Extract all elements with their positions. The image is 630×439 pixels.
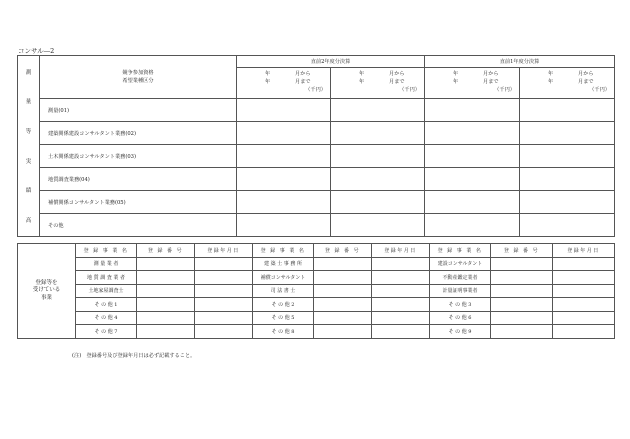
reg-number-cell[interactable] (137, 311, 195, 325)
reg-date-cell[interactable] (553, 311, 615, 325)
range-cell: 年 月から 年 月まで （千円） (520, 68, 615, 99)
reg-date-cell[interactable] (553, 284, 615, 298)
business-name: 地 質 調 査 業 者 (76, 271, 137, 285)
business-name: そ の 他 4 (76, 311, 137, 325)
reg-date-cell[interactable] (372, 325, 430, 339)
reg-number-cell[interactable] (491, 257, 553, 271)
header-reg-date: 登録年月日 (372, 244, 430, 258)
category-header (40, 56, 237, 99)
row-label: 補償関係コンサルタント業務(05) (40, 191, 237, 214)
reg-number-cell[interactable] (491, 271, 553, 285)
document-label: コンサル―2 (18, 47, 55, 55)
row-label: 土木関係建設コンサルタント業務(03) (40, 145, 237, 168)
row-label: その他 (40, 214, 237, 237)
amount-cell[interactable] (237, 168, 331, 191)
reg-date-cell[interactable] (195, 311, 253, 325)
business-name: そ の 他 7 (76, 325, 137, 339)
reg-date-cell[interactable] (372, 271, 430, 285)
period-header-1: 直前1年度分決算 (425, 56, 615, 68)
business-name: そ の 他 8 (253, 325, 314, 339)
reg-date-cell[interactable] (372, 311, 430, 325)
business-name: 土地家屋調査士 (76, 284, 137, 298)
amount-cell[interactable] (425, 145, 520, 168)
amount-cell[interactable] (331, 191, 425, 214)
business-name: 建 築 士 事 務 所 (253, 257, 314, 271)
business-name: そ の 他 2 (253, 298, 314, 312)
header-business-name: 登 録 事 業 名 (253, 244, 314, 258)
reg-date-cell[interactable] (372, 257, 430, 271)
amount-cell[interactable] (237, 145, 331, 168)
reg-number-cell[interactable] (491, 325, 553, 339)
amount-cell[interactable] (331, 168, 425, 191)
range-cell: 年 月から 年 月まで （千円） (331, 68, 425, 99)
header-business-name: 登 録 事 業 名 (76, 244, 137, 258)
category-header-line2: 希望業種区分 (122, 78, 154, 84)
amount-cell[interactable] (331, 122, 425, 145)
amount-cell[interactable] (520, 122, 615, 145)
reg-number-cell[interactable] (314, 325, 372, 339)
header-reg-date: 登録年月日 (195, 244, 253, 258)
header-reg-number: 登 録 番 号 (491, 244, 553, 258)
side-heading (18, 56, 40, 237)
row-label: 地質調査業務(04) (40, 168, 237, 191)
reg-date-cell[interactable] (372, 284, 430, 298)
reg-number-cell[interactable] (314, 298, 372, 312)
amount-cell[interactable] (237, 99, 331, 122)
amount-cell[interactable] (425, 191, 520, 214)
amount-cell[interactable] (331, 99, 425, 122)
footnote: (注) 登録番号及び登録年月日は必ず記載すること。 (72, 353, 196, 359)
side-char: 量 (25, 99, 32, 106)
amount-cell[interactable] (520, 191, 615, 214)
reg-number-cell[interactable] (314, 284, 372, 298)
reg-number-cell[interactable] (314, 271, 372, 285)
reg-number-cell[interactable] (137, 325, 195, 339)
business-name: そ の 他 9 (430, 325, 491, 339)
registration-side-label: 登録等を 受けている 事業 (18, 244, 76, 339)
side-char: 等 (25, 129, 32, 136)
reg-number-cell[interactable] (314, 257, 372, 271)
row-label: 測量(01) (40, 99, 237, 122)
amount-cell[interactable] (331, 145, 425, 168)
reg-date-cell[interactable] (195, 257, 253, 271)
reg-date-cell[interactable] (553, 325, 615, 339)
period-header-2: 直前2年度分決算 (237, 56, 425, 68)
performance-table (17, 55, 615, 237)
amount-cell[interactable] (237, 191, 331, 214)
amount-cell[interactable] (425, 99, 520, 122)
business-name: 計量証明事業者 (430, 284, 491, 298)
range-cell: 年 月から 年 月まで （千円） (425, 68, 520, 99)
reg-number-cell[interactable] (137, 298, 195, 312)
amount-cell[interactable] (520, 214, 615, 237)
reg-date-cell[interactable] (372, 298, 430, 312)
reg-date-cell[interactable] (553, 298, 615, 312)
amount-cell[interactable] (331, 214, 425, 237)
reg-date-cell[interactable] (195, 298, 253, 312)
amount-cell[interactable] (520, 99, 615, 122)
business-name: 測 量 業 者 (76, 257, 137, 271)
reg-number-cell[interactable] (137, 257, 195, 271)
amount-cell[interactable] (425, 168, 520, 191)
side-char: 測 (25, 69, 32, 76)
business-name: 補償コンサルタント (253, 271, 314, 285)
amount-cell[interactable] (237, 214, 331, 237)
side-char: 績 (25, 188, 32, 195)
reg-date-cell[interactable] (195, 284, 253, 298)
category-header-line1: 競争参加資格 (122, 70, 154, 76)
reg-number-cell[interactable] (137, 271, 195, 285)
reg-number-cell[interactable] (314, 311, 372, 325)
business-name: そ の 他 5 (253, 311, 314, 325)
business-name: 建設コンサルタント (430, 257, 491, 271)
side-char: 実 (25, 158, 32, 165)
row-label: 建築関係建設コンサルタント業務(02) (40, 122, 237, 145)
amount-cell[interactable] (425, 122, 520, 145)
amount-cell[interactable] (520, 145, 615, 168)
amount-cell[interactable] (520, 168, 615, 191)
reg-date-cell[interactable] (553, 257, 615, 271)
header-business-name: 登 録 事 業 名 (430, 244, 491, 258)
reg-number-cell[interactable] (491, 298, 553, 312)
header-reg-number: 登 録 番 号 (314, 244, 372, 258)
reg-number-cell[interactable] (491, 311, 553, 325)
business-name: 司 法 書 士 (253, 284, 314, 298)
range-cell: 年 月から 年 月まで （千円） (237, 68, 331, 99)
registration-table (17, 243, 615, 339)
reg-date-cell[interactable] (195, 325, 253, 339)
business-name: そ の 他 3 (430, 298, 491, 312)
business-name: 不動産鑑定業者 (430, 271, 491, 285)
amount-cell[interactable] (425, 214, 520, 237)
reg-number-cell[interactable] (137, 284, 195, 298)
reg-number-cell[interactable] (491, 284, 553, 298)
business-name: そ の 他 6 (430, 311, 491, 325)
header-reg-number: 登 録 番 号 (137, 244, 195, 258)
header-reg-date: 登録年月日 (553, 244, 615, 258)
side-char: 高 (25, 218, 32, 225)
business-name: そ の 他 1 (76, 298, 137, 312)
reg-date-cell[interactable] (553, 271, 615, 285)
reg-date-cell[interactable] (195, 271, 253, 285)
amount-cell[interactable] (237, 122, 331, 145)
